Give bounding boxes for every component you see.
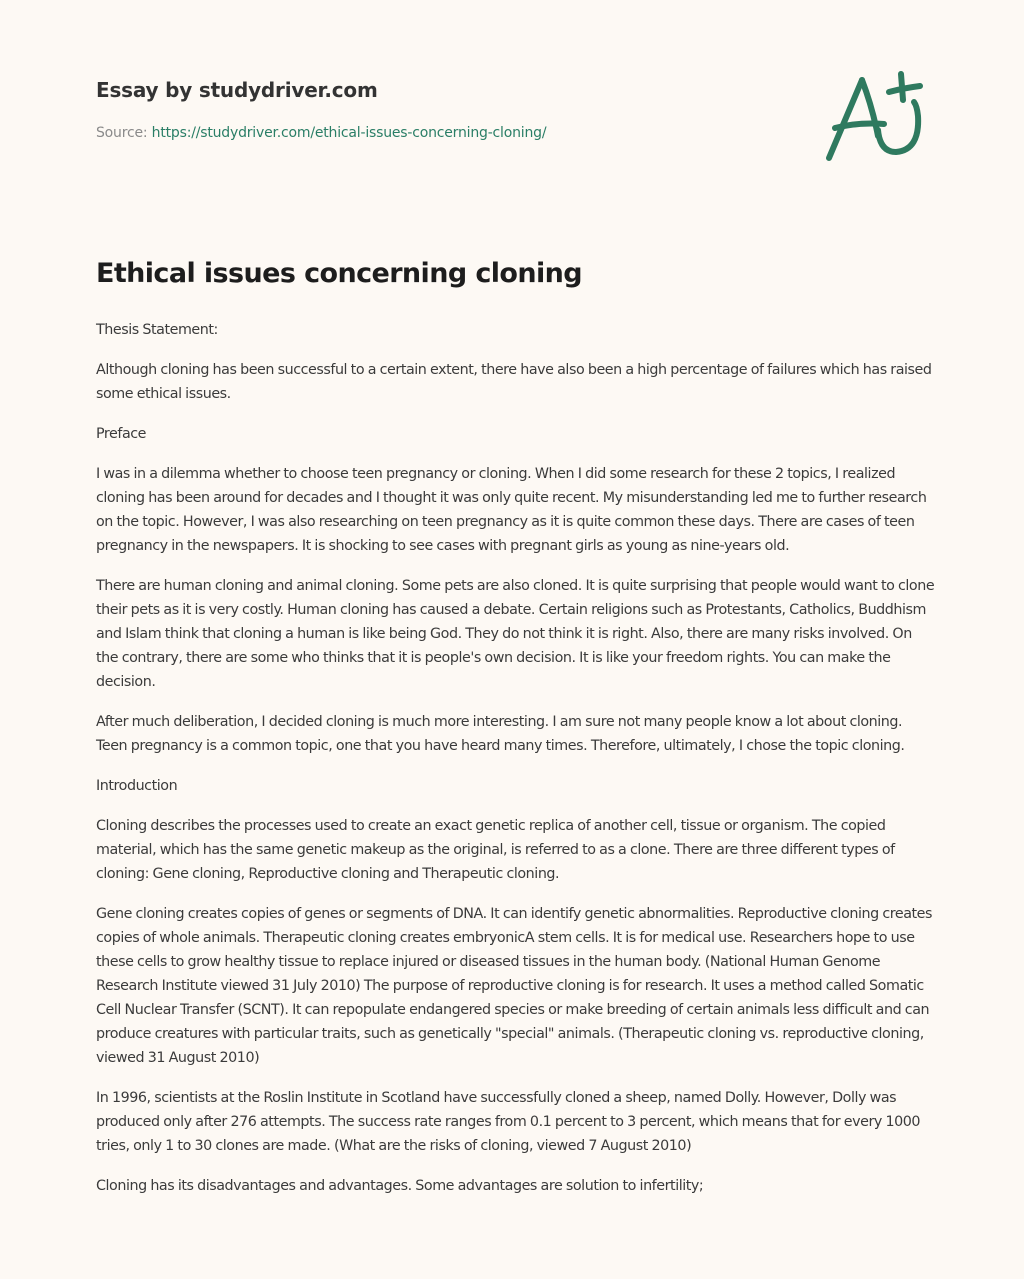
paragraph-preface-dilemma: I was in a dilemma whether to choose teen pregnancy or cloning. When I did some research for these 2 topics, I realized cloning has been around for decades and I thought it was only quite recent. My misunderstanding led me to further research on the topic. However, I was also researching on teen pregnancy as it is quite common these days. There are cases of teen pregnancy in the newspapers. It is shocking to see cases with pregnant girls as young as nine-years old. [96,466,927,554]
a-plus-grade-icon [820,66,930,166]
paragraph-cloning-types: Gene cloning creates copies of genes or segments of DNA. It can identify genetic abnormalities. Reproductive cloning creates copies of whole animals. Therapeutic cloning creates embryonicA stem cells. It is for medical use. Researchers hope to use these cells to grow healthy tissue to replace injured or diseased tissues in the human body. (National Human Genome Research Institute viewed 31 July 2010) The purpose of reproductive cloning is for research. It uses a method called Somatic Cell Nuclear Transfer (SCNT). It can repopulate endangered species or make breeding of certain animals less difficult and can produce creatures with particular traits, such as genetically "special" animals. (Therapeutic cloning vs. reproductive cloning, viewed 31 August 2010) [96,906,933,1066]
paragraph-cloning-definition: Cloning describes the processes used to create an exact genetic replica of another cell, tissue or organism. The copied material, which has the same genetic makeup as the original, is referred to as a clone. There are three different types of cloning: Gene cloning, Reproductive cloning and Therapeutic cloning. [96,818,895,882]
article-title: Ethical issues concerning cloning [96,258,582,289]
paragraph-thesis: Although cloning has been successful to a certain extent, there have also been a high percentage of failures which has raised some ethical issues. [96,362,932,402]
source-label: Source: [96,125,152,141]
paragraph-preface-heading: Preface [96,426,147,442]
page-header [96,76,796,143]
site-title: Essay by studydriver.com [96,78,378,102]
source-link[interactable]: https://studydriver.com/ethical-issues-concerning-cloning/ [151,125,547,141]
source-line [96,123,796,143]
paragraph-thesis-heading: Thesis Statement: [96,322,218,338]
paragraph-deliberation: After much deliberation, I decided cloning is much more interesting. I am sure not many people know a lot about cloning. Teen pregnancy is a common topic, one that you have heard many times. Therefore, ultimately, I chose the topic cloning. [96,714,905,754]
paragraph-advantages: Cloning has its disadvantages and advantages. Some advantages are solution to infertility; [96,1178,704,1194]
paragraph-dolly: In 1996, scientists at the Roslin Institute in Scotland have successfully cloned a sheep, named Dolly. However, Dolly was produced only after 276 attempts. The success rate ranges from 0.1 percent to 3 percent, which means that for every 1000 tries, only 1 to 30 clones are made. (What are the risks of cloning, viewed 7 August 2010) [96,1090,921,1154]
paragraph-human-animal-cloning: There are human cloning and animal cloning. Some pets are also cloned. It is quite surprising that people would want to clone their pets as it is very costly. Human cloning has caused a debate. Certain religions such as Protestants, Catholics, Buddhism and Islam think that cloning a human is like being God. They do not think it is right. Also, there are many risks involved. On the contrary, there are some who thinks that it is people's own decision. It is like your freedom rights. You can make the decision. [96,578,935,690]
essay-article [96,252,936,1214]
paragraph-introduction-heading: Introduction [96,778,178,794]
